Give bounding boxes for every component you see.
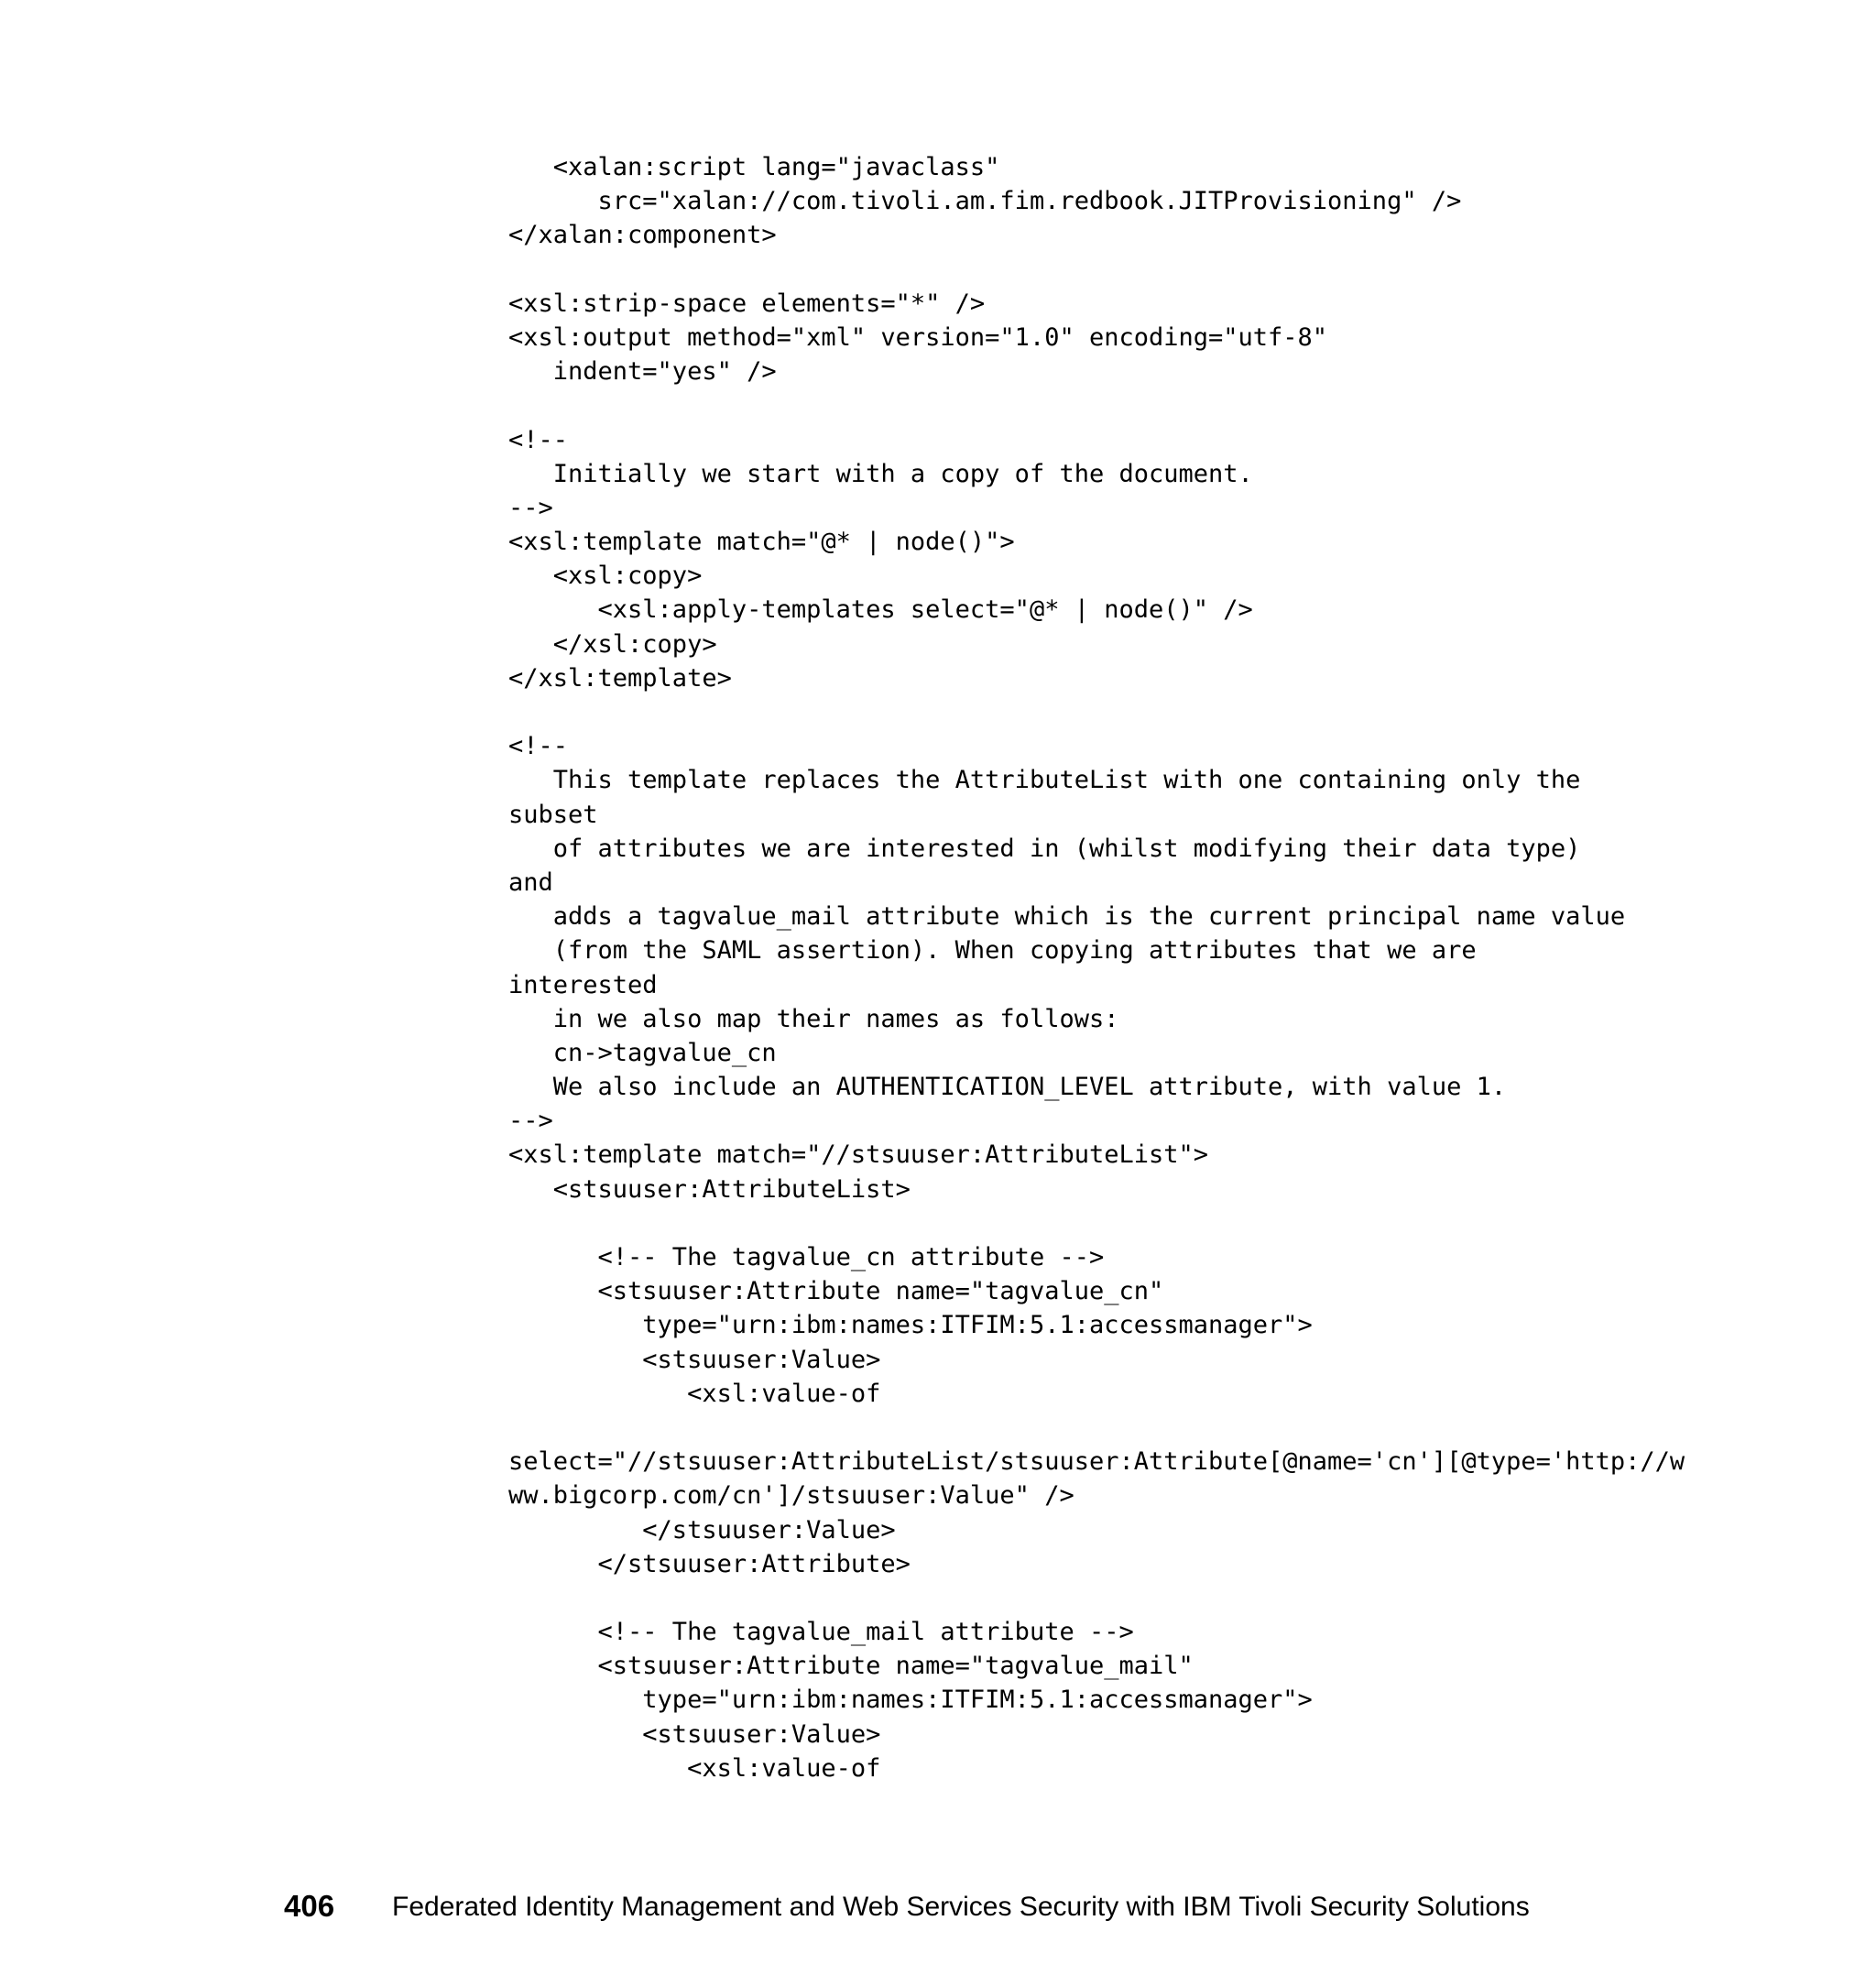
code-line: <xsl:value-of: [508, 1753, 881, 1783]
code-line: </stsuuser:Value>: [508, 1515, 896, 1544]
code-line: <xsl:value-of: [508, 1379, 881, 1408]
code-blank-line: [508, 1411, 1699, 1445]
code-line: <xsl:template match="//stsuuser:AttributeList">: [508, 1140, 1209, 1170]
code-line: </xsl:template>: [508, 663, 732, 693]
code-line: <stsuuser:Value>: [508, 1345, 881, 1374]
code-line: -->: [508, 1107, 553, 1136]
code-line: in we also map their names as follows:: [508, 1004, 1119, 1033]
code-line: We also include an AUTHENTICATION_LEVEL attribute, with value 1.: [508, 1073, 1507, 1102]
code-blank-line: [508, 253, 1699, 287]
code-line: <!-- The tagvalue_cn attribute -->: [508, 1243, 1105, 1271]
code-blank-line: [508, 388, 1699, 422]
code-line: <stsuuser:Attribute name="tagvalue_cn": [508, 1277, 1164, 1306]
code-line: src="xalan://com.tivoli.am.fim.redbook.JITProvisioning" />: [508, 187, 1462, 216]
code-line: indent="yes" />: [508, 357, 777, 387]
code-line: <stsuuser:Value>: [508, 1719, 881, 1749]
page-footer: [284, 1889, 1658, 1935]
code-line: <xalan:script lang="javaclass": [508, 153, 1000, 181]
code-line: (from the SAML assertion). When copying attributes that we are: [508, 936, 1477, 966]
code-blank-line: [508, 1206, 1699, 1240]
code-blank-line: [508, 695, 1699, 729]
code-line: interested: [508, 970, 658, 999]
code-line: type="urn:ibm:names:ITFIM:5.1:accessmanager">: [508, 1686, 1313, 1715]
code-line: <!-- The tagvalue_mail attribute -->: [508, 1618, 1134, 1647]
code-line: -->: [508, 493, 553, 522]
code-line: select="//stsuuser:AttributeList/stsuuser:Attribute[@name='cn'][@type='http://w: [508, 1447, 1685, 1477]
code-line: ww.bigcorp.com/cn']/stsuuser:Value" />: [508, 1481, 1074, 1511]
code-line: <xsl:strip-space elements="*" />: [508, 289, 986, 318]
code-line: and: [508, 868, 553, 897]
code-line: <xsl:copy>: [508, 562, 703, 591]
code-line: cn->tagvalue_cn: [508, 1038, 777, 1067]
code-line: </stsuuser:Attribute>: [508, 1549, 911, 1578]
code-line: <stsuuser:AttributeList>: [508, 1174, 911, 1204]
code-line: <!--: [508, 732, 569, 761]
page-number: 406: [284, 1889, 335, 1923]
code-line: <!--: [508, 425, 569, 454]
code-line: <xsl:template match="@* | node()">: [508, 528, 1015, 557]
code-line: This template replaces the AttributeList with one containing only the: [508, 766, 1581, 795]
code-line: of attributes we are interested in (whilst modifying their data type): [508, 834, 1581, 863]
code-line: </xsl:copy>: [508, 629, 717, 659]
code-line: <xsl:output method="xml" version="1.0" encoding="utf-8": [508, 322, 1328, 352]
book-title: Federated Identity Management and Web Services Security with IBM Tivoli Security Solutions: [392, 1892, 1530, 1922]
code-line: <xsl:apply-templates select="@* | node()" />: [508, 595, 1253, 625]
code-listing: [508, 150, 1699, 1785]
code-line: adds a tagvalue_mail attribute which is the current principal name value: [508, 902, 1626, 932]
code-blank-line: [508, 1581, 1699, 1615]
code-line: </xalan:component>: [508, 221, 777, 250]
code-line: subset: [508, 800, 598, 829]
code-line: Initially we start with a copy of the document.: [508, 459, 1253, 488]
code-line: type="urn:ibm:names:ITFIM:5.1:accessmanager">: [508, 1311, 1313, 1340]
code-line: <stsuuser:Attribute name="tagvalue_mail": [508, 1652, 1194, 1681]
